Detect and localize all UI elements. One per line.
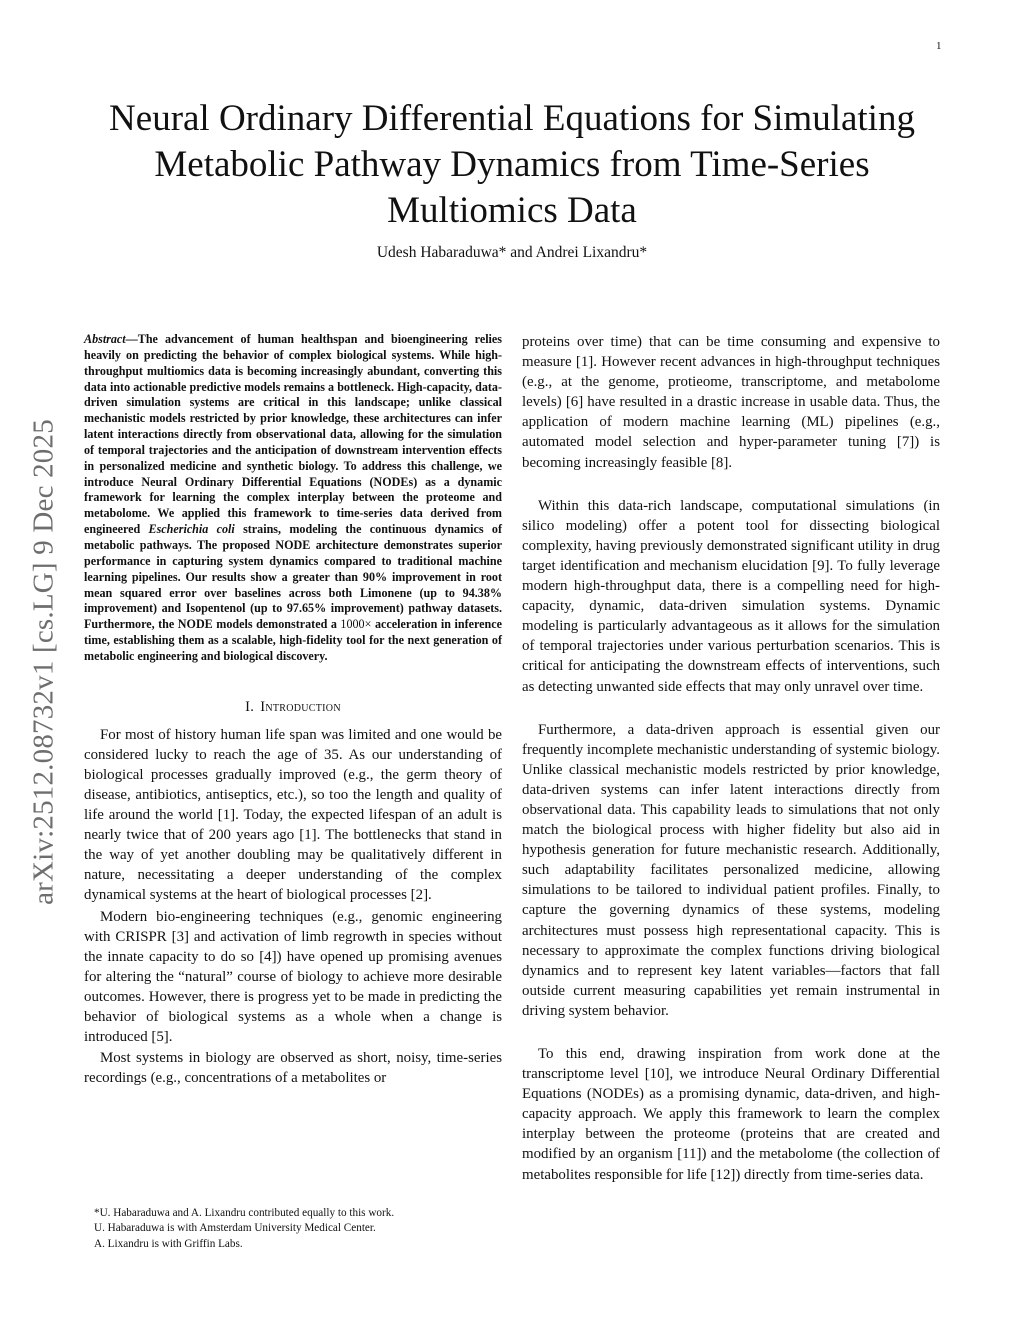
- intro-paragraph-3: Most systems in biology are observed as short, noisy, time-series recordings (e.g., concentrations of a metabolites or: [84, 1050, 502, 1087]
- section-title: Introduction: [260, 698, 341, 715]
- left-column: [84, 332, 502, 1088]
- footnotes: [94, 1206, 494, 1252]
- footnote-equal-contribution: *U. Habaraduwa and A. Lixandru contributed equally to this work.: [94, 1207, 395, 1219]
- abstract-dash: —: [125, 332, 138, 346]
- intro-paragraph-6: To this end, drawing inspiration from work done at the transcriptome level [10], we introduce Neural Ordinary Differential Equations (NODEs) as a promising dynamic, data-driven, and high-capacity approach. We apply this framework to learn the complex interplay between the proteome (proteins that are created and modified by an organism [11]) and the metabolome (the collection of metabolites responsible for life [12]) directly from time-series data.: [522, 1046, 940, 1183]
- abstract-label: Abstract: [84, 332, 126, 346]
- abstract: [84, 332, 502, 665]
- footnote-affiliation-lixandru: A. Lixandru is with Griffin Labs.: [94, 1237, 243, 1250]
- abstract-organism-name: Escherichia coli: [148, 522, 235, 537]
- author-list: Udesh Habaraduwa* and Andrei Lixandru*: [376, 244, 648, 261]
- arxiv-identifier-stamp: arXiv:2512.08732v1 [cs.LG] 9 Dec 2025: [27, 419, 60, 905]
- page-number: 1: [936, 40, 942, 52]
- paper-title: Neural Ordinary Differential Equations for Simulating Metabolic Pathway Dynamics from Time-Series Multiomics Data: [109, 98, 915, 231]
- intro-paragraph-3-continued: proteins over time) that can be time consuming and expensive to measure [1]. However recent advances in high-throughput techniques (e.g., at the genome, protieome, transcriptome, and metabolome levels) [6] have resulted in a drastic increase in usable data. Thus, the application of modern machine learning (ML) pipelines (e.g., automated model selection and hyper-parameter tuning [7]) is becoming increasingly feasible [8].: [522, 334, 940, 471]
- footnote-affiliation-habaraduwa: U. Habaraduwa is with Amsterdam University Medical Center.: [94, 1222, 376, 1235]
- abstract-text-part-1: The advancement of human healthspan and bioengineering relies heavily on predicting the behavior of complex biological systems. While high-throughput multiomics data is becoming increasingly abundant, converting this data into actionable predictive models remains a bottleneck. High-capacity, data-driven simulation systems are critical in this landscape; unlike classical mechanistic models restricted by prior knowledge, these architectures can infer latent interactions directly from observational data, allowing for the simulation of temporal trajectories and the anticipation of downstream intervention effects in personalized medicine and synthetic biology. To address this challenge, we introduce Neural Ordinary Differential Equations (NODEs) as a dynamic framework for learning the complex interplay between the proteome and metabolome. We applied this framework to time-series data derived from engineered: [84, 332, 502, 537]
- abstract-text-part-2: strains, modeling the continuous dynamics of metabolic pathways. The proposed NODE architecture demonstrates superior performance in capturing system dynamics compared to traditional machine learning pipelines. Our results show a greater than 90% improvement in root mean squared error over baselines across both Limonene (up to 94.38% improvement) and Isopentenol (up to 97.65% improvement) pathway datasets. Furthermore, the NODE models demonstrated a: [84, 522, 502, 632]
- intro-paragraph-2: Modern bio-engineering techniques (e.g., genomic engineering with CRISPR [3] and activation of limb regrowth in species without the innate capacity to do so [4]) have opened up promising avenues for altering the “natural” course of biology to achieve more desirable outcomes. However, there is progress yet to be made in predicting the behavior of biological systems as a whole when a change is introduced [5].: [84, 908, 502, 1046]
- abstract-text-part-3: acceleration in inference time, establishing them as a scalable, high-fidelity tool for the next generation of metabolic engineering and biological discovery.: [84, 617, 503, 663]
- abstract-speedup-factor: 1000×: [340, 617, 372, 632]
- right-column: [522, 332, 940, 1208]
- intro-paragraph-5: Furthermore, a data-driven approach is essential given our frequently incomplete mechanistic understanding of systemic biology. Unlike classical mechanistic models restricted by prior knowledge, data-driven systems can infer latent interactions directly from observational data. This capability leads to simulations that not only match the biological process with higher fidelity but also aid in hypothesis generation for future mechanistic research. Additionally, such adaptability facilitates personalized medicine, allowing simulations to be tailored to individual patient profiles. Finally, to capture the governing dynamics of these systems, modeling architectures must possess high representational capacity. This is necessary to approximate the complex functions driving biological dynamics and to represent key latent variables—factors that fall outside current measuring capabilities yet remain instrumental in driving system behavior.: [522, 721, 940, 1019]
- section-numeral: I.: [245, 698, 255, 715]
- intro-paragraph-4: Within this data-rich landscape, computational simulations (in silico modeling) offer a potent tool for dissecting biological complexity, having previously demonstrated significant utility in drug target identification and mechanism elucidation [9]. To fully leverage modern high-throughput data, there is a compelling need for high-capacity, dynamic, data-driven simulation systems. Dynamic modeling is particularly advantageous as it allows for the simulation of temporal trajectories under various perturbation scenarios. This is critical for anticipating the downstream effects of interventions, such as detecting unwanted side effects that may only unravel over time.: [522, 497, 940, 695]
- intro-paragraph-1: For most of history human life span was limited and one would be considered lucky to reach the age of 35. As our understanding of biological processes gradually improved (e.g., the germ theory of disease, antibiotics, antiseptics, etc.), so too the length and quality of life around the world [1]. Today, the expected lifespan of an adult is nearly twice that of 200 years ago [1]. The bottlenecks that stand in the way of yet another doubling may be qualitatively different in nature, necessitating a deeper understanding of the complex dynamical systems at the heart of biological processes [2].: [84, 726, 502, 904]
- section-heading-introduction: [84, 699, 502, 716]
